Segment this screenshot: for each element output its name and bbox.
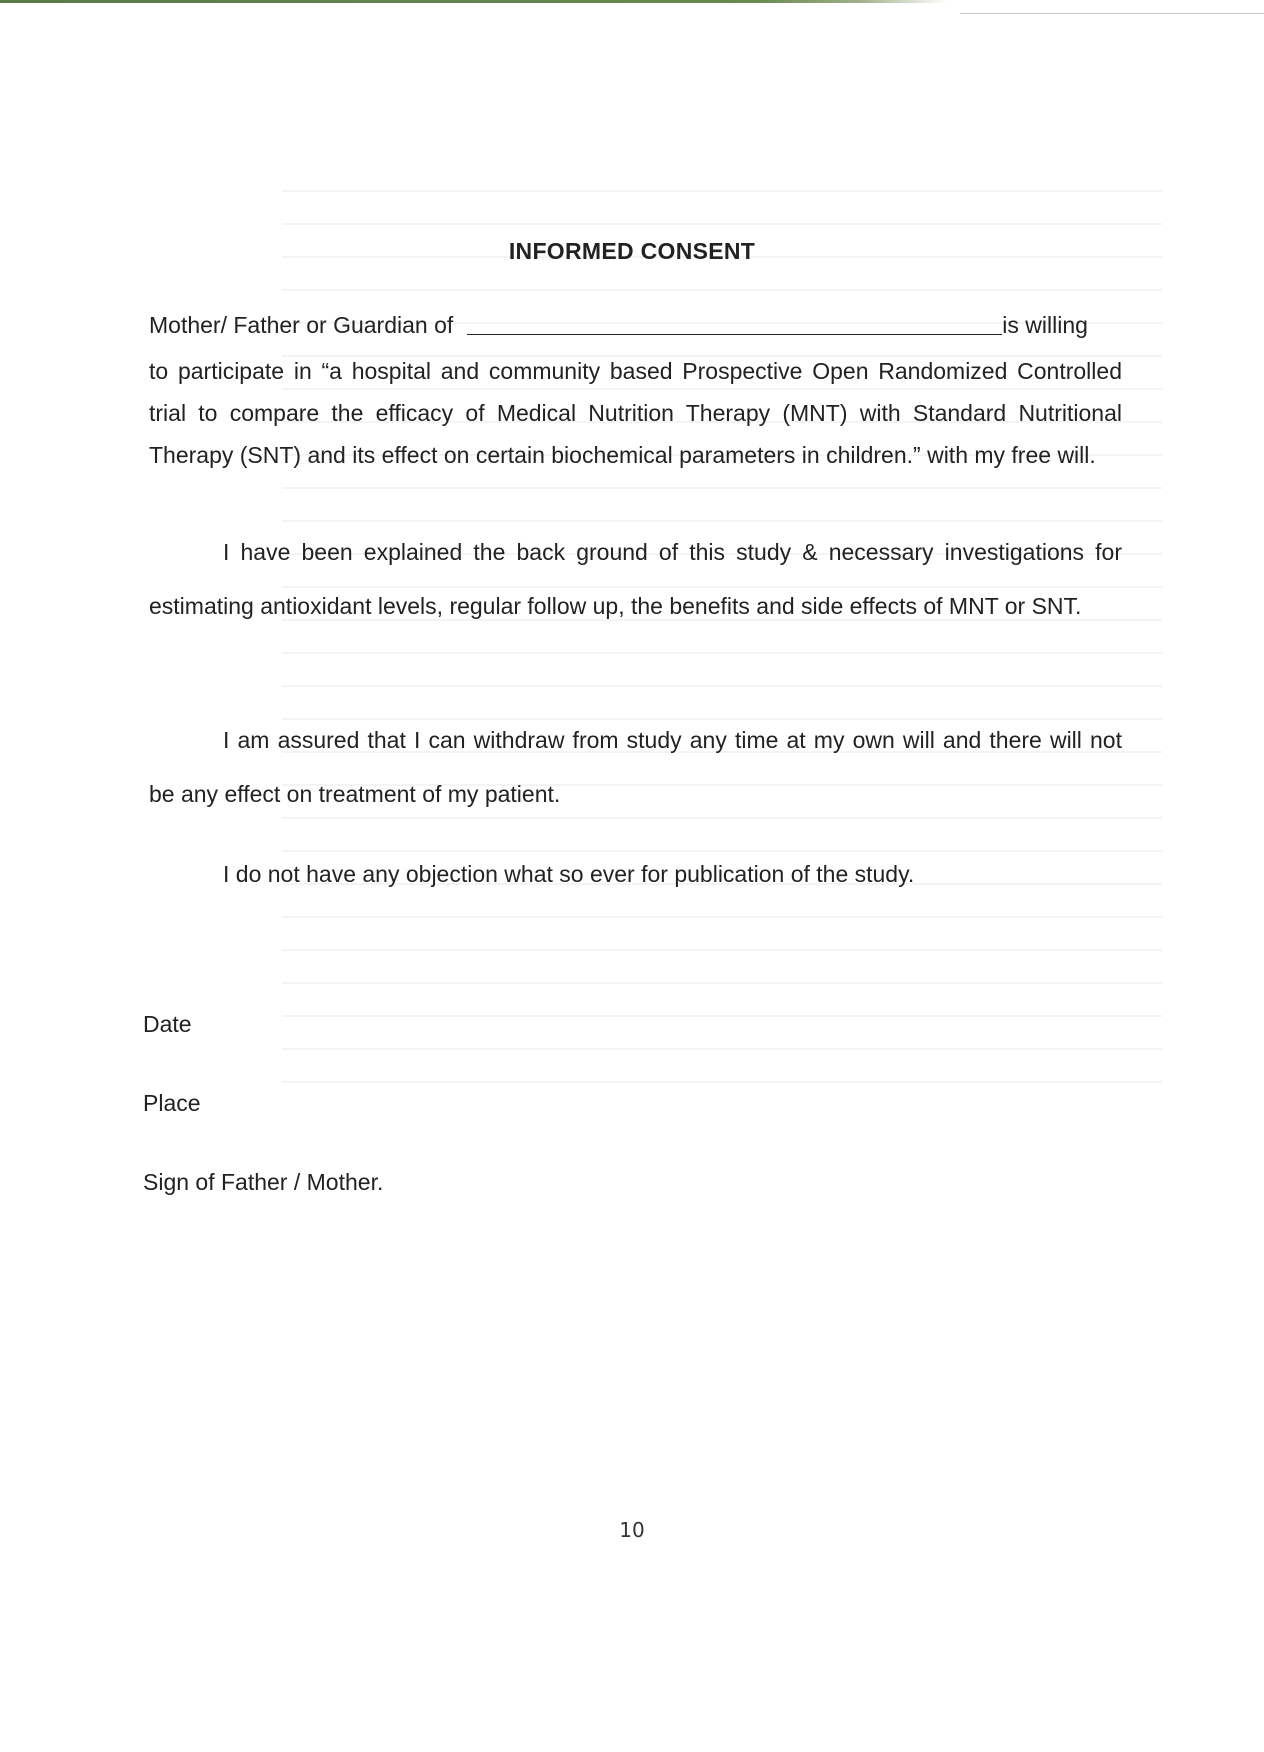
- signature-label: Sign of Father / Mother.: [143, 1169, 384, 1195]
- page-title: INFORMED CONSENT: [508, 238, 756, 264]
- guardian-line: [149, 312, 1122, 339]
- guardian-name-blank: [467, 312, 1002, 335]
- consent-paragraph-1: to participate in “a hospital and community based Prospective Open Randomized Controlled trial to compare the efficacy of Medical Nutrition Therapy (MNT) with Standard Nutritional Therapy (SNT) and its effect on certain biochemical parameters in children.” with my free will.: [149, 358, 1122, 468]
- scan-top-line: [960, 13, 1264, 14]
- consent-paragraph-3: I am assured that I can withdraw from study any time at my own will and there will not be any effect on treatment of my patient.: [149, 727, 1122, 807]
- place-label: Place: [143, 1090, 201, 1116]
- page-number: 10: [619, 1518, 645, 1542]
- scan-top-edge: [0, 0, 1264, 3]
- date-label: Date: [143, 1011, 192, 1037]
- consent-paragraph-2: I have been explained the back ground of this study & necessary investigations for estimating antioxidant levels, regular follow up, the benefits and side effects of MNT or SNT.: [149, 539, 1122, 619]
- guardian-label: Mother/ Father or Guardian of: [149, 312, 454, 338]
- consent-paragraph-4: I do not have any objection what so ever for publication of the study.: [223, 861, 915, 887]
- willing-label: is willing: [1002, 312, 1088, 338]
